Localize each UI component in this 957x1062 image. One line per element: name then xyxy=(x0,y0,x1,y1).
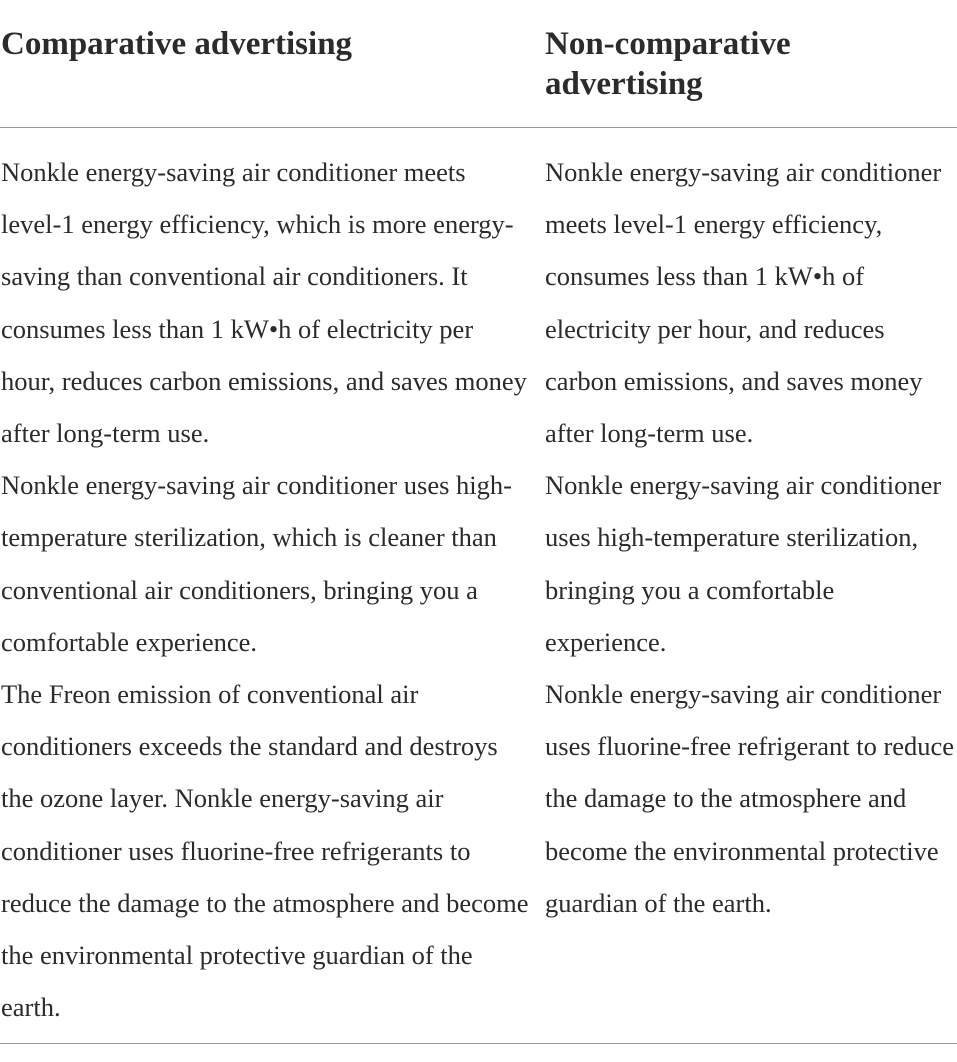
non-comparative-text-1: Nonkle energy-saving air conditioner meets level-1 energy efficiency, consumes less than 1 kW•h of electricity per hour, and reduces carbon emissions, and saves money after long-term use. xyxy=(545,157,942,449)
table-header-row xyxy=(0,0,957,127)
comparative-column xyxy=(1,146,531,1033)
non-comparative-text-2: Nonkle energy-saving air conditioner uses high-temperature sterilization, bringing you a comfortable experience. xyxy=(545,470,942,657)
table-bottom-rule xyxy=(0,1043,957,1044)
header-divider xyxy=(0,127,957,128)
non-comparative-column xyxy=(545,146,957,929)
comparative-text-1: Nonkle energy-saving air conditioner meets level-1 energy efficiency, which is more energy-saving than conventional air conditioners. It consumes less than 1 kW•h of electricity per hour, reduces carbon emissions, and saves money after long-term use. xyxy=(1,157,527,449)
non-comparative-text-3: Nonkle energy-saving air conditioner uses fluorine-free refrigerant to reduce the damage to the atmosphere and become the environmental protective guardian of the earth. xyxy=(545,679,955,918)
header-comparative-advertising: Comparative advertising xyxy=(1,26,353,62)
comparative-text-2: Nonkle energy-saving air conditioner uses high-temperature sterilization, which is cleaner than conventional air conditioners, bringing you a comfortable experience. xyxy=(1,470,512,657)
header-non-comparative-advertising: Non-comparative advertising xyxy=(545,26,791,102)
comparative-text-3: The Freon emission of conventional air conditioners exceeds the standard and destroys the ozone layer. Nonkle energy-saving air conditioner uses fluorine-free refrigerants to reduce the damage to the atmosphere and become the environmental protective guardian of the earth. xyxy=(1,679,529,1023)
